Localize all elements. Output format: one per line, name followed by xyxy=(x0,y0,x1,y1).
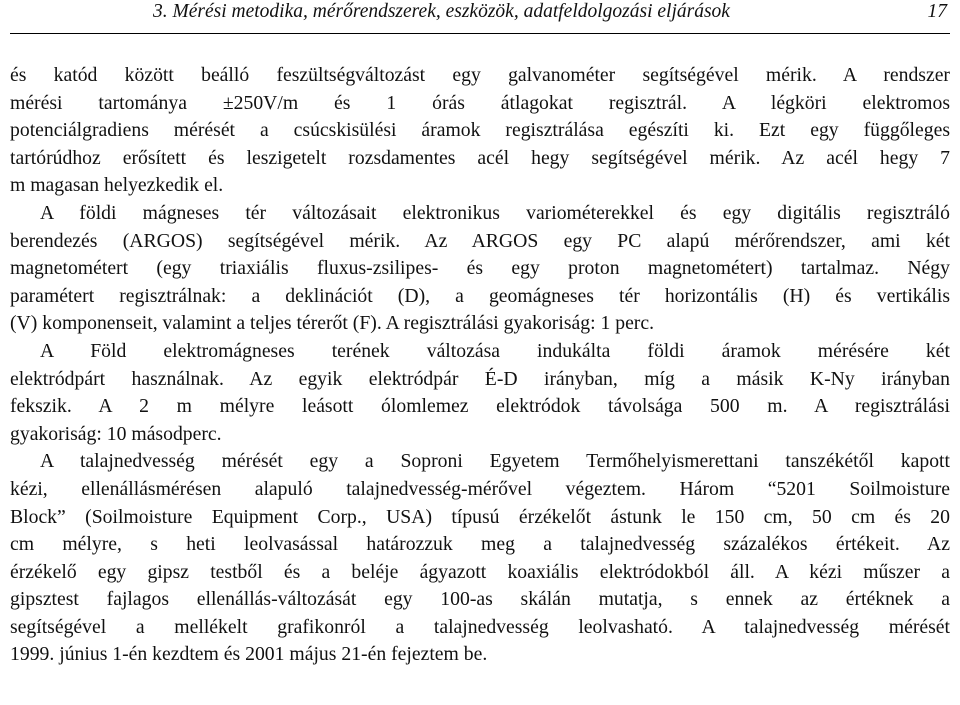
page-number: 17 xyxy=(927,1,947,22)
text-line: mérési tartománya ±250V/m és 1 órás átlagokat regisztrál. A légköri elektromos xyxy=(10,91,950,114)
text-line: fekszik. A 2 m mélyre leásott ólomlemez elektródok távolsága 500 m. A regisztrálási xyxy=(10,395,950,418)
text-line: berendezés (ARGOS) segítségével mérik. Az ARGOS egy PC alapú mérőrendszer, ami két xyxy=(10,229,950,252)
header-rule xyxy=(10,33,950,34)
text-line: A talajnedvesség mérését egy a Soproni Egyetem Termőhelyismerettani tanszékétől kapott xyxy=(40,450,950,473)
text-line: segítségével a mellékelt grafikonról a talajnedvesség leolvasható. A talajnedvesség mérését xyxy=(10,615,950,638)
text-line: A Föld elektromágneses terének változása indukálta földi áramok mérésére két xyxy=(40,339,950,362)
chapter-title: 3. Mérési metodika, mérőrendszerek, eszközök, adatfeldolgozási eljárások xyxy=(153,1,730,22)
text-line: tartórúdhoz erősített és leszigetelt rozsdamentes acél hegy segítségével mérik. Az acél hegy 7 xyxy=(10,146,950,169)
body-text xyxy=(10,62,950,669)
text-line: potenciálgradiens mérését a csúcskisülési áramok regisztrálása egészíti ki. Ezt egy függőleges xyxy=(10,119,950,142)
text-line: érzékelő egy gipsz testből és a beléje ágyazott koaxiális elektródokból áll. A kézi műszer a xyxy=(10,560,950,583)
text-line: magnetométert (egy triaxiális fluxus-zsilipes- és egy proton magnetométert) tartalmaz. Négy xyxy=(10,257,950,280)
text-line: és katód között beálló feszültségváltozást egy galvanométer segítségével mérik. A rendszer xyxy=(10,64,950,86)
text-line: gipsztest fajlagos ellenállás-változását egy 100-as skálán mutatja, s ennek az értéknek a xyxy=(10,588,950,611)
text-line: Block” (Soilmoisture Equipment Corp., USA) típusú érzékelőt ástunk le 150 cm, 50 cm és 20 xyxy=(10,505,950,528)
text-line: (V) komponenseit, valamint a teljes térerőt (F). A regisztrálási gyakoriság: 1 perc. xyxy=(10,312,655,335)
text-line: cm mélyre, s heti leolvasással határozzuk meg a talajnedvesség százalékos értékeit. Az xyxy=(10,533,950,556)
page-header xyxy=(10,0,950,30)
text-line: 1999. június 1-én kezdtem és 2001 május 21-én fejeztem be. xyxy=(10,643,488,666)
text-line: m magasan helyezkedik el. xyxy=(10,174,224,197)
text-line: A földi mágneses tér változásait elektronikus variométerekkel és egy digitális regisztráló xyxy=(40,201,950,224)
text-line: elektródpárt használnak. Az egyik elektródpár É-D irányban, míg a másik K-Ny irányban xyxy=(10,367,950,390)
text-line: gyakoriság: 10 másodperc. xyxy=(10,422,222,445)
text-line: kézi, ellenállásmérésen alapuló talajnedvesség-mérővel végeztem. Három “5201 Soilmoisture xyxy=(10,477,950,500)
text-line: paramétert regisztrálnak: a deklinációt (D), a geomágneses tér horizontális (H) és vertikális xyxy=(10,284,950,307)
